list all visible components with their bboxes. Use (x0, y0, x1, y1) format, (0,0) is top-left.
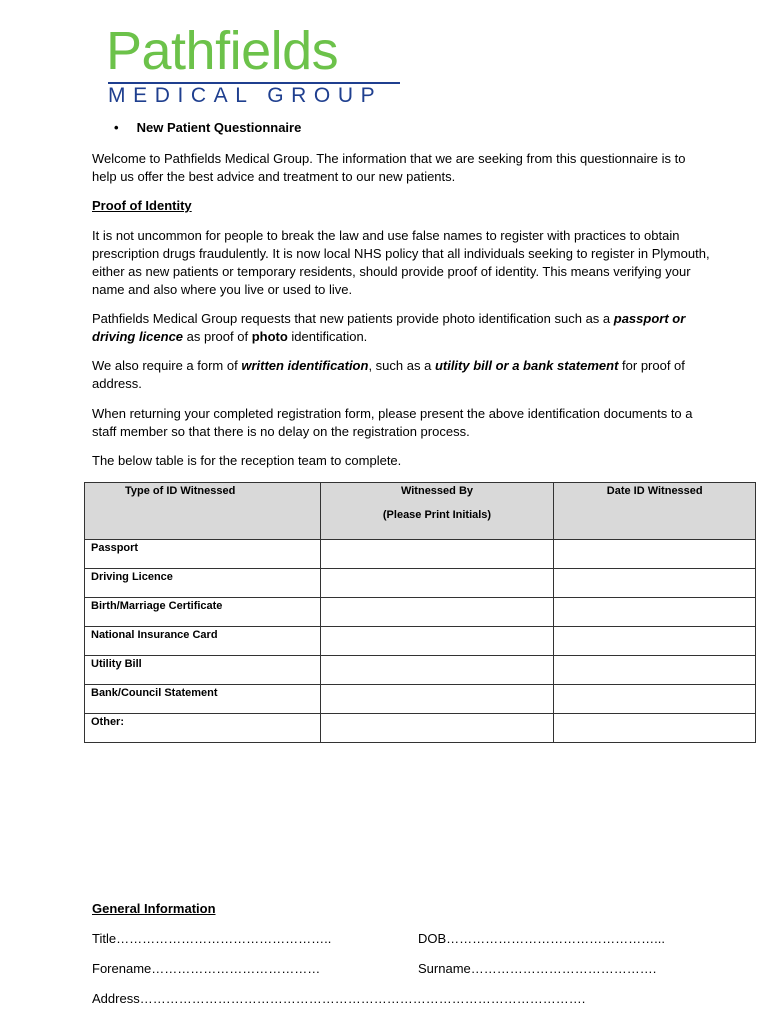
table-row (85, 598, 756, 627)
date-cell[interactable] (554, 569, 756, 598)
proof-paragraph-2 (92, 310, 712, 346)
date-cell[interactable] (554, 540, 756, 569)
table-row (85, 656, 756, 685)
questionnaire-title (114, 120, 301, 135)
row-label: Utility Bill (85, 656, 321, 685)
table-row (85, 569, 756, 598)
proof-heading: Proof of Identity (92, 198, 192, 213)
witnessed-by-cell[interactable] (320, 685, 554, 714)
logo-subtitle: MEDICAL GROUP (108, 84, 383, 107)
date-cell[interactable] (554, 685, 756, 714)
row-label: Other: (85, 714, 321, 743)
date-cell[interactable] (554, 714, 756, 743)
forename-field[interactable]: Forename………………………………… (92, 961, 321, 976)
witnessed-by-cell[interactable] (320, 627, 554, 656)
row-label: Bank/Council Statement (85, 685, 321, 714)
header-witnessed-by-label: Witnessed By (400, 485, 474, 497)
table-row (85, 685, 756, 714)
table-row (85, 627, 756, 656)
logo-wordmark: Pathfields (106, 21, 339, 81)
proof-p2-text-c: as proof of (183, 329, 252, 344)
address-field[interactable]: Address…………………………………………………………………………………………. (92, 991, 586, 1006)
row-label: Birth/Marriage Certificate (85, 598, 321, 627)
header-witnessed-by (320, 483, 554, 540)
proof-paragraph-1: It is not uncommon for people to break the law and use false names to register with practices to obtain prescription drugs fraudulently. It is now local NHS policy that all individuals seeking to register in Plymouth, either as new patients or temporary residents, should provide proof of identity. This means verifying your name and also where you live or used to live. (92, 228, 710, 297)
pathfields-logo (106, 22, 406, 108)
row-label: Passport (85, 540, 321, 569)
witnessed-by-cell[interactable] (320, 598, 554, 627)
header-date: Date ID Witnessed (554, 483, 756, 540)
proof-p2-text-e: identification. (287, 329, 368, 344)
table-header-row (85, 483, 756, 540)
proof-p3-emph-written: written identification (241, 358, 369, 373)
witnessed-by-cell[interactable] (320, 569, 554, 598)
title-field[interactable]: Title………………………………………….. (92, 931, 332, 946)
witnessed-by-cell[interactable] (320, 656, 554, 685)
date-cell[interactable] (554, 627, 756, 656)
intro-paragraph: Welcome to Pathfields Medical Group. The information that we are seeking from this questionnaire is to help us offer the best advice and treatment to our new patients. (92, 151, 686, 184)
proof-paragraph-3 (92, 357, 712, 393)
surname-field[interactable]: Surname……………………………………. (418, 961, 657, 976)
questionnaire-title-text: New Patient Questionnaire (136, 120, 302, 135)
table-row (85, 540, 756, 569)
date-cell[interactable] (554, 598, 756, 627)
id-witness-table (84, 482, 756, 743)
proof-p3-text-e: for proof of address. (92, 358, 685, 391)
proof-p3-text-c: , such as a (368, 358, 435, 373)
dob-field[interactable]: DOB…………………………………………... (418, 931, 666, 946)
table-intro: The below table is for the reception team to complete. (92, 453, 402, 468)
proof-p3-text-a: We also require a form of (92, 358, 242, 373)
proof-p3-emph-bill: utility bill or a bank statement (434, 358, 619, 373)
proof-paragraph-4: When returning your completed registration form, please present the above identification documents to a staff member so that there is no delay on the registration process. (92, 406, 693, 439)
proof-p2-text-a: Pathfields Medical Group requests that new patients provide photo identification such as a (92, 311, 614, 326)
proof-p2-emph-docs: passport or driving licence (92, 311, 686, 344)
bullet-icon: • (114, 120, 119, 135)
row-label: Driving Licence (85, 569, 321, 598)
row-label: National Insurance Card (85, 627, 321, 656)
proof-p2-emph-photo: photo (251, 329, 288, 344)
table-row (85, 714, 756, 743)
date-cell[interactable] (554, 656, 756, 685)
witnessed-by-cell[interactable] (320, 714, 554, 743)
header-type: Type of ID Witnessed (85, 483, 321, 540)
witnessed-by-cell[interactable] (320, 540, 554, 569)
general-heading: General Information (92, 901, 216, 916)
header-witnessed-by-sub: (Please Print Initials) (382, 509, 492, 521)
